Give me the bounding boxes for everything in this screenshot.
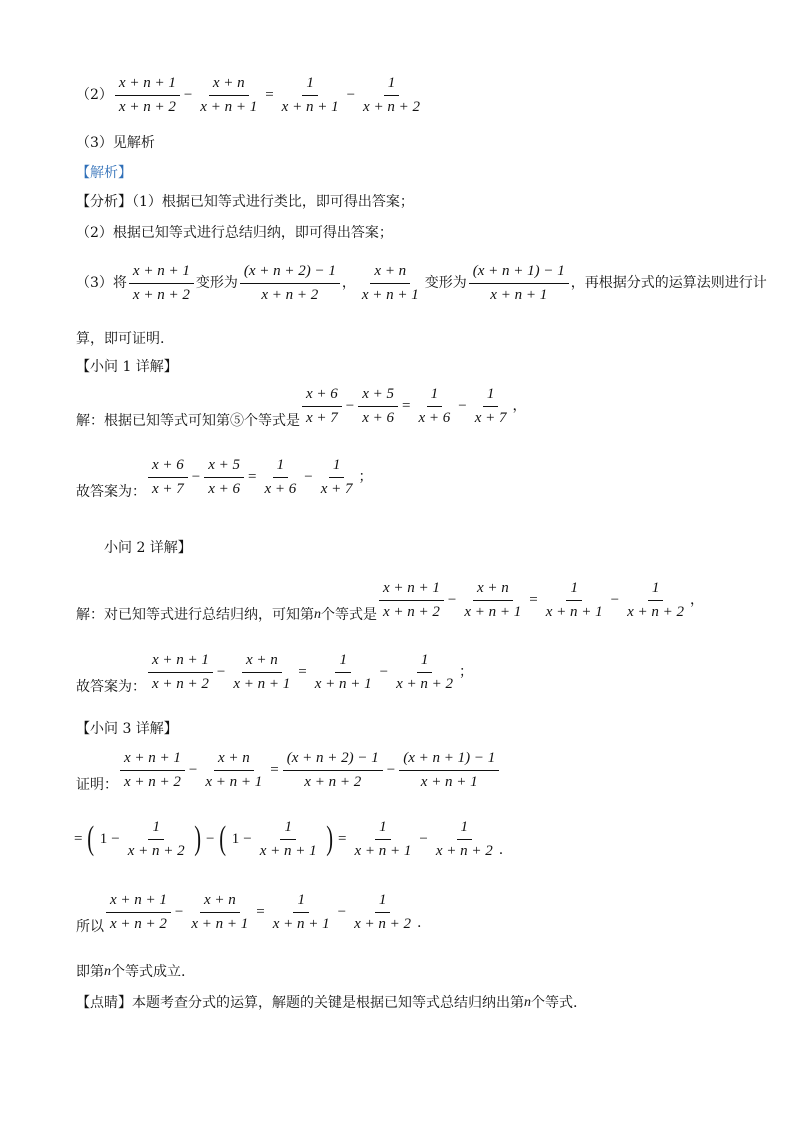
- fraction: $\frac{x + n + 1}{x + n + 2}$: [148, 651, 213, 694]
- analysis-2: （2）根据已知等式进行总结归纳，即可得出答案；: [76, 225, 393, 241]
- fraction: $\frac{x + 6}{x + 7}$: [302, 385, 342, 428]
- fraction: $\frac{1}{x + n + 1}$: [314, 651, 372, 692]
- fraction: $\frac{1}{x + n + 1}$: [545, 579, 603, 620]
- fraction: $\frac{1}{x + 6}$: [418, 385, 451, 426]
- q3-proof-line1: 证明： $\frac{x + n + 1}{x + n + 2}$ − $\frac{x + n}{x + n + 1}$ = $\frac{(x + n + 2) - 1}{x + n + 2}$ − $\frac{(x + n + 1) - 1}{x + n + 1}$: [76, 748, 501, 792]
- q1-answer: 故答案为： $\frac{x + 6}{x + 7}$ − $\frac{x + 5}{x + 6}$ = $\frac{1}{x + 6}$ − $\frac{1}{x + 7}$ ；: [76, 456, 373, 500]
- section-jiexi: 【解析】: [76, 165, 132, 181]
- fraction: $\frac{(x + n + 1) - 1}{x + n + 1}$: [469, 262, 569, 305]
- fraction: $\frac{(x + n + 2) - 1}{x + n + 2}$: [240, 262, 340, 305]
- fraction: $\frac{1}{x + 7}$: [320, 456, 353, 497]
- answer-line-3: （3）见解析: [76, 135, 155, 151]
- fraction: $\frac{x + n}{x + n + 1}$: [361, 263, 419, 303]
- fraction: $\frac{x + n}{x + n + 1}$: [191, 891, 249, 932]
- analysis-3-cont: 算，即可证明.: [76, 331, 165, 347]
- fraction: $\frac{1}{x + n + 1}$: [281, 75, 339, 115]
- q2-answer: 故答案为： $\frac{x + n + 1}{x + n + 2}$ − $\frac{x + n}{x + n + 1}$ = $\frac{1}{x + n + 1}$ − $\frac{1}{x + n + 2}$ ；: [76, 651, 474, 695]
- fraction: $\frac{1}{x + n + 2}$: [435, 819, 493, 859]
- fraction: $\frac{1}{x + n + 1}$: [272, 891, 330, 932]
- fraction: $\frac{1}{x + n + 2}$: [396, 651, 454, 692]
- fraction: $\frac{x + n + 1}{x + n + 2}$: [120, 749, 185, 792]
- fraction: $\frac{x + 5}{x + 6}$: [204, 456, 244, 499]
- fraction: $\frac{(x + n + 2) - 1}{x + n + 2}$: [283, 749, 383, 792]
- q2-title: 小问 2 详解】: [104, 540, 192, 556]
- fraction: $\frac{1}{x + 7}$: [474, 385, 507, 426]
- fraction: $\frac{x + n + 1}{x + n + 2}$: [129, 262, 194, 305]
- fraction: $\frac{1}{x + n + 2}$: [354, 891, 412, 932]
- fraction: $\frac{x + n + 1}{x + n + 2}$: [106, 891, 171, 934]
- fraction: $\frac{1}{x + n + 1}$: [259, 819, 317, 859]
- fraction: $\frac{1}{x + n + 2}$: [363, 75, 420, 115]
- analysis-1: 【分析】（1）根据已知等式进行类比，即可得出答案；: [76, 194, 414, 210]
- fraction: $\frac{(x + n + 1) - 1}{x + n + 1}$: [399, 749, 499, 792]
- fraction: $\frac{x + 5}{x + 6}$: [358, 385, 398, 428]
- fraction: $\frac{1}{x + n + 2}$: [127, 819, 185, 859]
- fraction: $\frac{1}{x + 6}$: [264, 456, 297, 497]
- q1-solution: 解：根据已知等式可知第⑤个等式是 $\frac{x + 6}{x + 7}$ − $\frac{x + 5}{x + 6}$ = $\frac{1}{x + 6}$ − $\frac{1}{x + 7}$ ，: [76, 385, 527, 429]
- label: （2）: [76, 87, 113, 104]
- q3-title: 【小问 3 详解】: [76, 721, 178, 737]
- fraction: $\frac{x + 6}{x + 7}$: [148, 456, 188, 499]
- fraction: $\frac{x + n}{x + n + 1}$: [233, 651, 291, 692]
- fraction: $\frac{1}{x + n + 2}$: [627, 579, 685, 620]
- dianjing: 【点睛】本题考查分式的运算，解题的关键是根据已知等式总结归纳出第 n 个等式.: [76, 995, 578, 1011]
- answer-line-2: （2） $\frac{x + n + 1}{x + n + 2}$ − $\frac{x + n}{x + n + 1}$ = $\frac{1}{x + n + 1}$ − $\frac{1}{x + n + 2}$: [76, 74, 426, 117]
- fraction: $\frac{1}{x + n + 1}$: [354, 819, 412, 859]
- q3-conclusion: 即第 n 个等式成立.: [76, 964, 186, 980]
- fraction: $\frac{x + n + 1}{x + n + 2}$: [115, 74, 180, 117]
- fraction: $\frac{x + n}{x + n + 1}$: [200, 75, 258, 115]
- q3-proof-line2: = ( 1 − $\frac{1}{x + n + 2}$ ) − ( 1 − $\frac{1}{x + n + 1}$ ) = $\frac{1}{x + n + 1}$ − $\frac{1}{x + n + 2}$ .: [74, 819, 504, 859]
- fraction: $\frac{x + n}{x + n + 1}$: [464, 579, 522, 620]
- q3-therefore: 所以 $\frac{x + n + 1}{x + n + 2}$ − $\frac{x + n}{x + n + 1}$ = $\frac{1}{x + n + 1}$ − $\frac{1}{x + n + 2}$ .: [76, 891, 422, 935]
- q1-title: 【小问 1 详解】: [76, 359, 178, 375]
- fraction: $\frac{x + n}{x + n + 1}$: [205, 749, 263, 790]
- analysis-3: （3）将 $\frac{x + n + 1}{x + n + 2}$ 变形为 $\frac{(x + n + 2) - 1}{x + n + 2}$ ， $\frac{x + n}{x + n + 1}$ 变形为 $\frac{(x + n + 1) - 1}{x + n + 1}$ ，再根据分式的运算法则进行计: [76, 263, 767, 303]
- q2-solution: 解：对已知等式进行总结归纳，可知第 n 个等式是 $\frac{x + n + 1}{x + n + 2}$ − $\frac{x + n}{x + n + 1}$ = $\frac{1}{x + n + 1}$ − $\frac{1}{x + n + 2}$ ，: [76, 579, 705, 623]
- fraction: $\frac{x + n + 1}{x + n + 2}$: [379, 579, 444, 622]
